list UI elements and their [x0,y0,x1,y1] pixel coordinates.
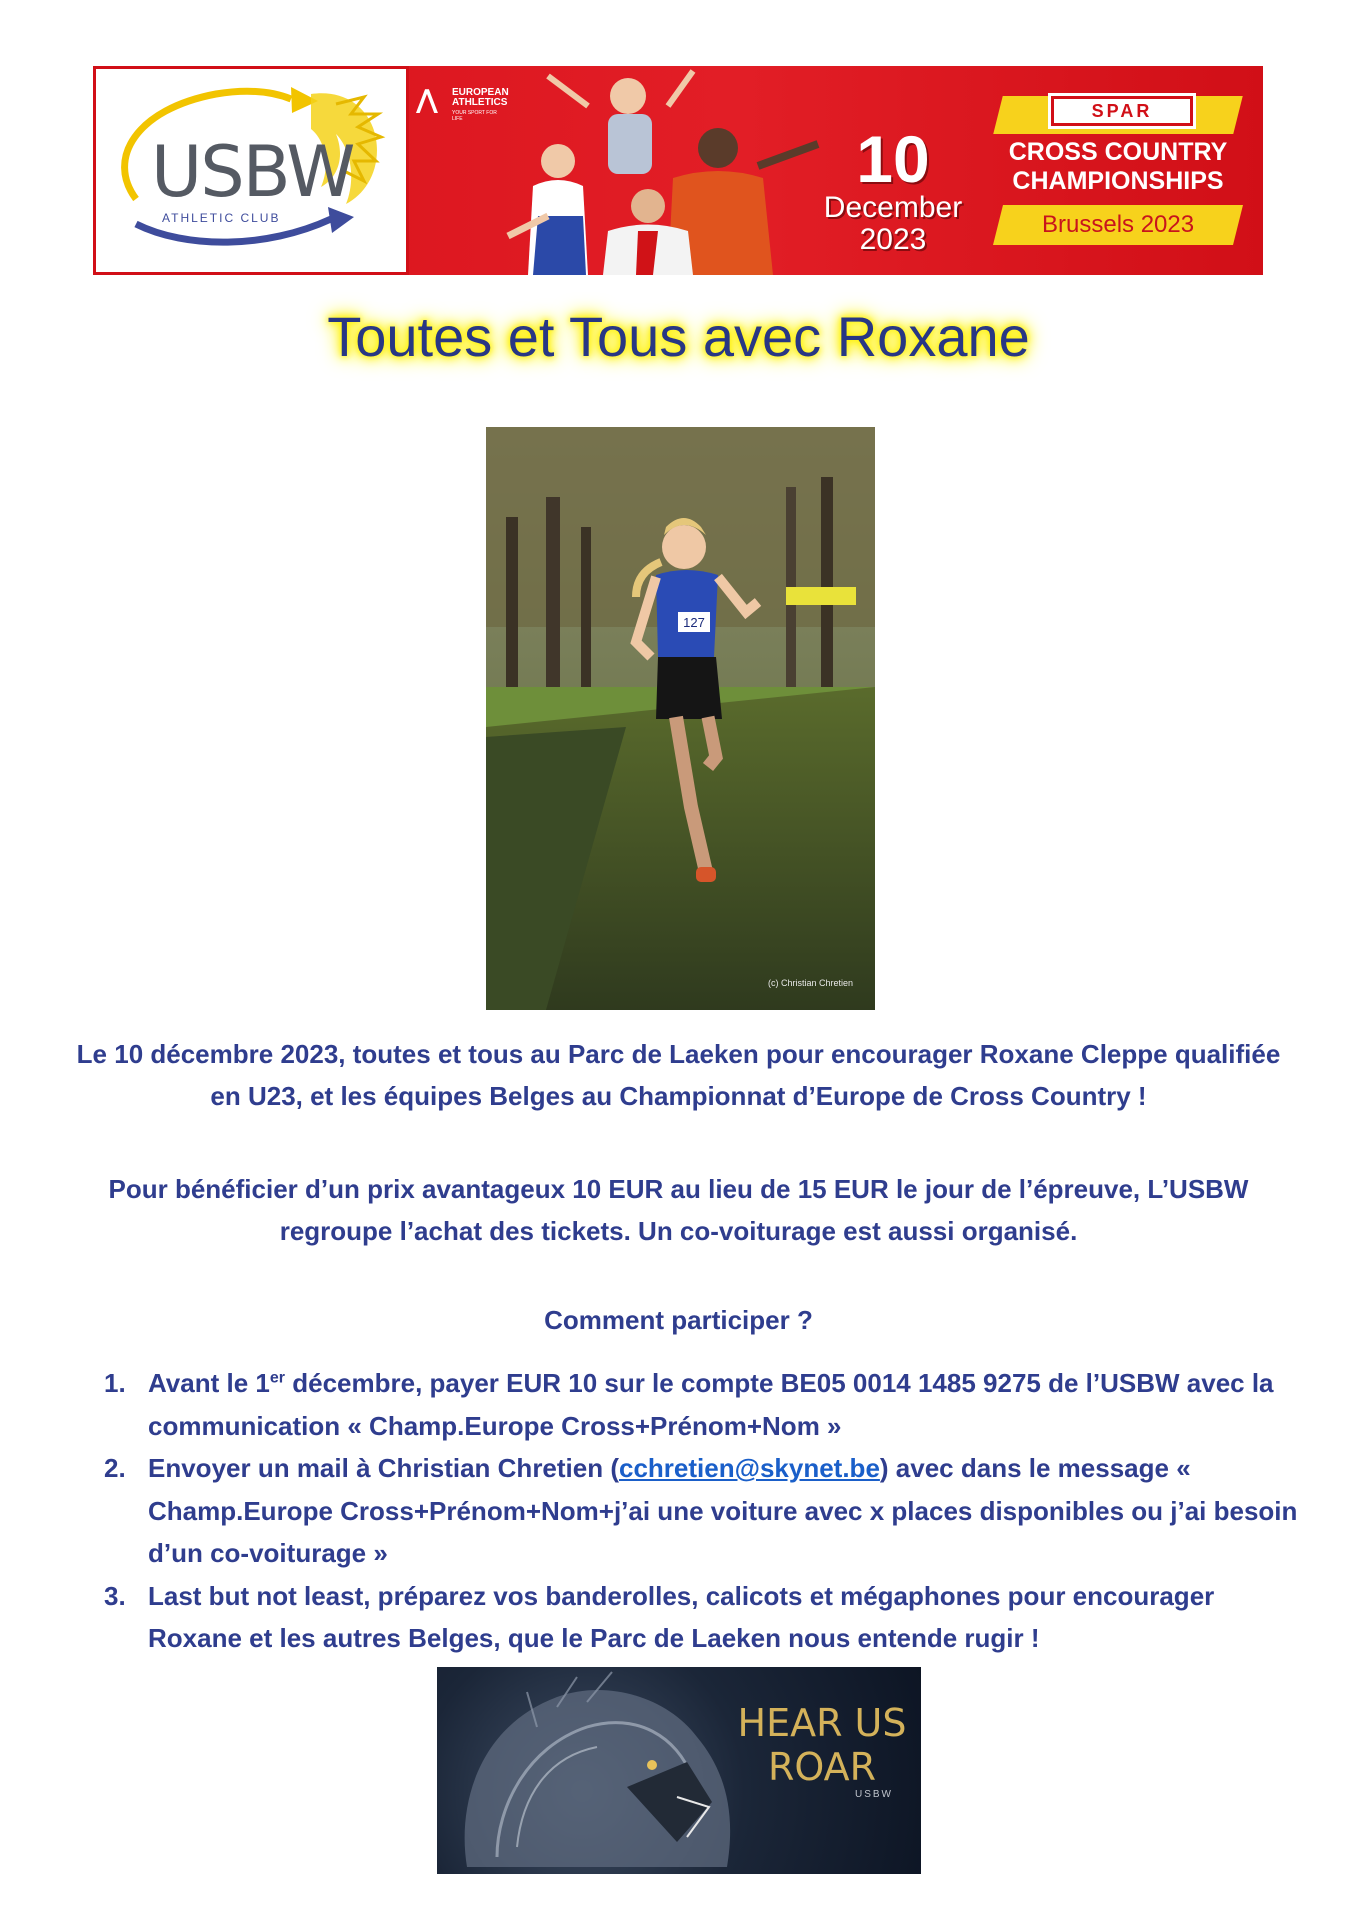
step-text: Last but not least, préparez vos banderolles, calicots et mégaphones pour encourager Roxane et les autres Belges, que le Parc de Laeken nous entende rugir ! [148,1580,1215,1653]
roar-line-1: HEAR US [737,1701,907,1745]
step-superscript: er [269,1369,285,1387]
hear-us-roar-banner [437,1667,921,1874]
race-bib: 127 [683,615,705,630]
ea-name: EUROPEAN ATHLETICS [452,87,509,108]
header-banner [93,66,1263,275]
price-paragraph: Pour bénéficier d’un prix avantageux 10 EUR au lieu de 15 EUR le jour de l’épreuve, L’USBW regroupe l’achat des tickets. Un co-voiturage est aussi organisé. [108,1174,1249,1246]
athletes-illustration [488,66,868,275]
step-number: 1. [104,1368,126,1398]
championship-city-label: Brussels 2023 [1041,211,1195,238]
page-title: Toutes et Tous avec Roxane [327,305,1030,368]
intro-paragraph: Le 10 décembre 2023, toutes et tous au Parc de Laeken pour encourager Roxane Cleppe qualifiée en U23, et les équipes Belges au Championnat d’Europe de Cross Country ! [76,1039,1281,1111]
photo-credit: (c) Christian Chretien [767,978,853,988]
event-date [813,122,973,256]
roar-club-name: USBW [855,1789,893,1800]
step-text-end: décembre, payer EUR 10 sur le compte BE05 0014 1485 9275 de l’USBW avec la communication « Champ.Europe Cross+Prénom+Nom » [148,1368,1274,1441]
steps-list [100,1362,1300,1660]
list-item [100,1575,1300,1660]
logo-subtitle: ATHLETIC CLUB [162,211,281,225]
usbw-logo [93,66,409,275]
howto-heading: Comment participer ? [544,1305,813,1335]
list-item [100,1362,1300,1447]
spar-logo: SPAR [1051,96,1193,126]
date-month: December [823,191,963,224]
logo-wordmark: USBW [151,131,354,213]
ea-tagline: YOUR SPORT FOR LIFE [452,110,497,122]
runner-photo-illustration [486,427,875,1010]
step-number: 2. [104,1453,126,1483]
step-text-start: Avant le 1 [148,1368,270,1398]
roar-slogan [737,1701,907,1789]
email-link[interactable]: cchretien@skynet.be [619,1453,880,1483]
step-number: 3. [104,1580,126,1611]
step-text-start: Envoyer un mail à Christian Chretien ( [148,1453,619,1483]
runner-photo [486,427,875,1010]
list-item [100,1447,1300,1575]
date-year: 2023 [859,223,927,256]
championship-title: CROSS COUNTRY CHAMPIONSHIPS [1008,138,1228,195]
date-day: 10 [856,122,930,196]
roar-line-2: ROAR [767,1745,877,1789]
championship-city [993,205,1243,245]
ea-mark-icon: ⋀ [416,84,438,114]
step-text-end: ) avec dans le message « Champ.Europe Cross+Prénom+Nom+j’ai une voiture avec x places disponibles ou j’ai besoin d’un co-voiturage » [148,1453,1298,1568]
